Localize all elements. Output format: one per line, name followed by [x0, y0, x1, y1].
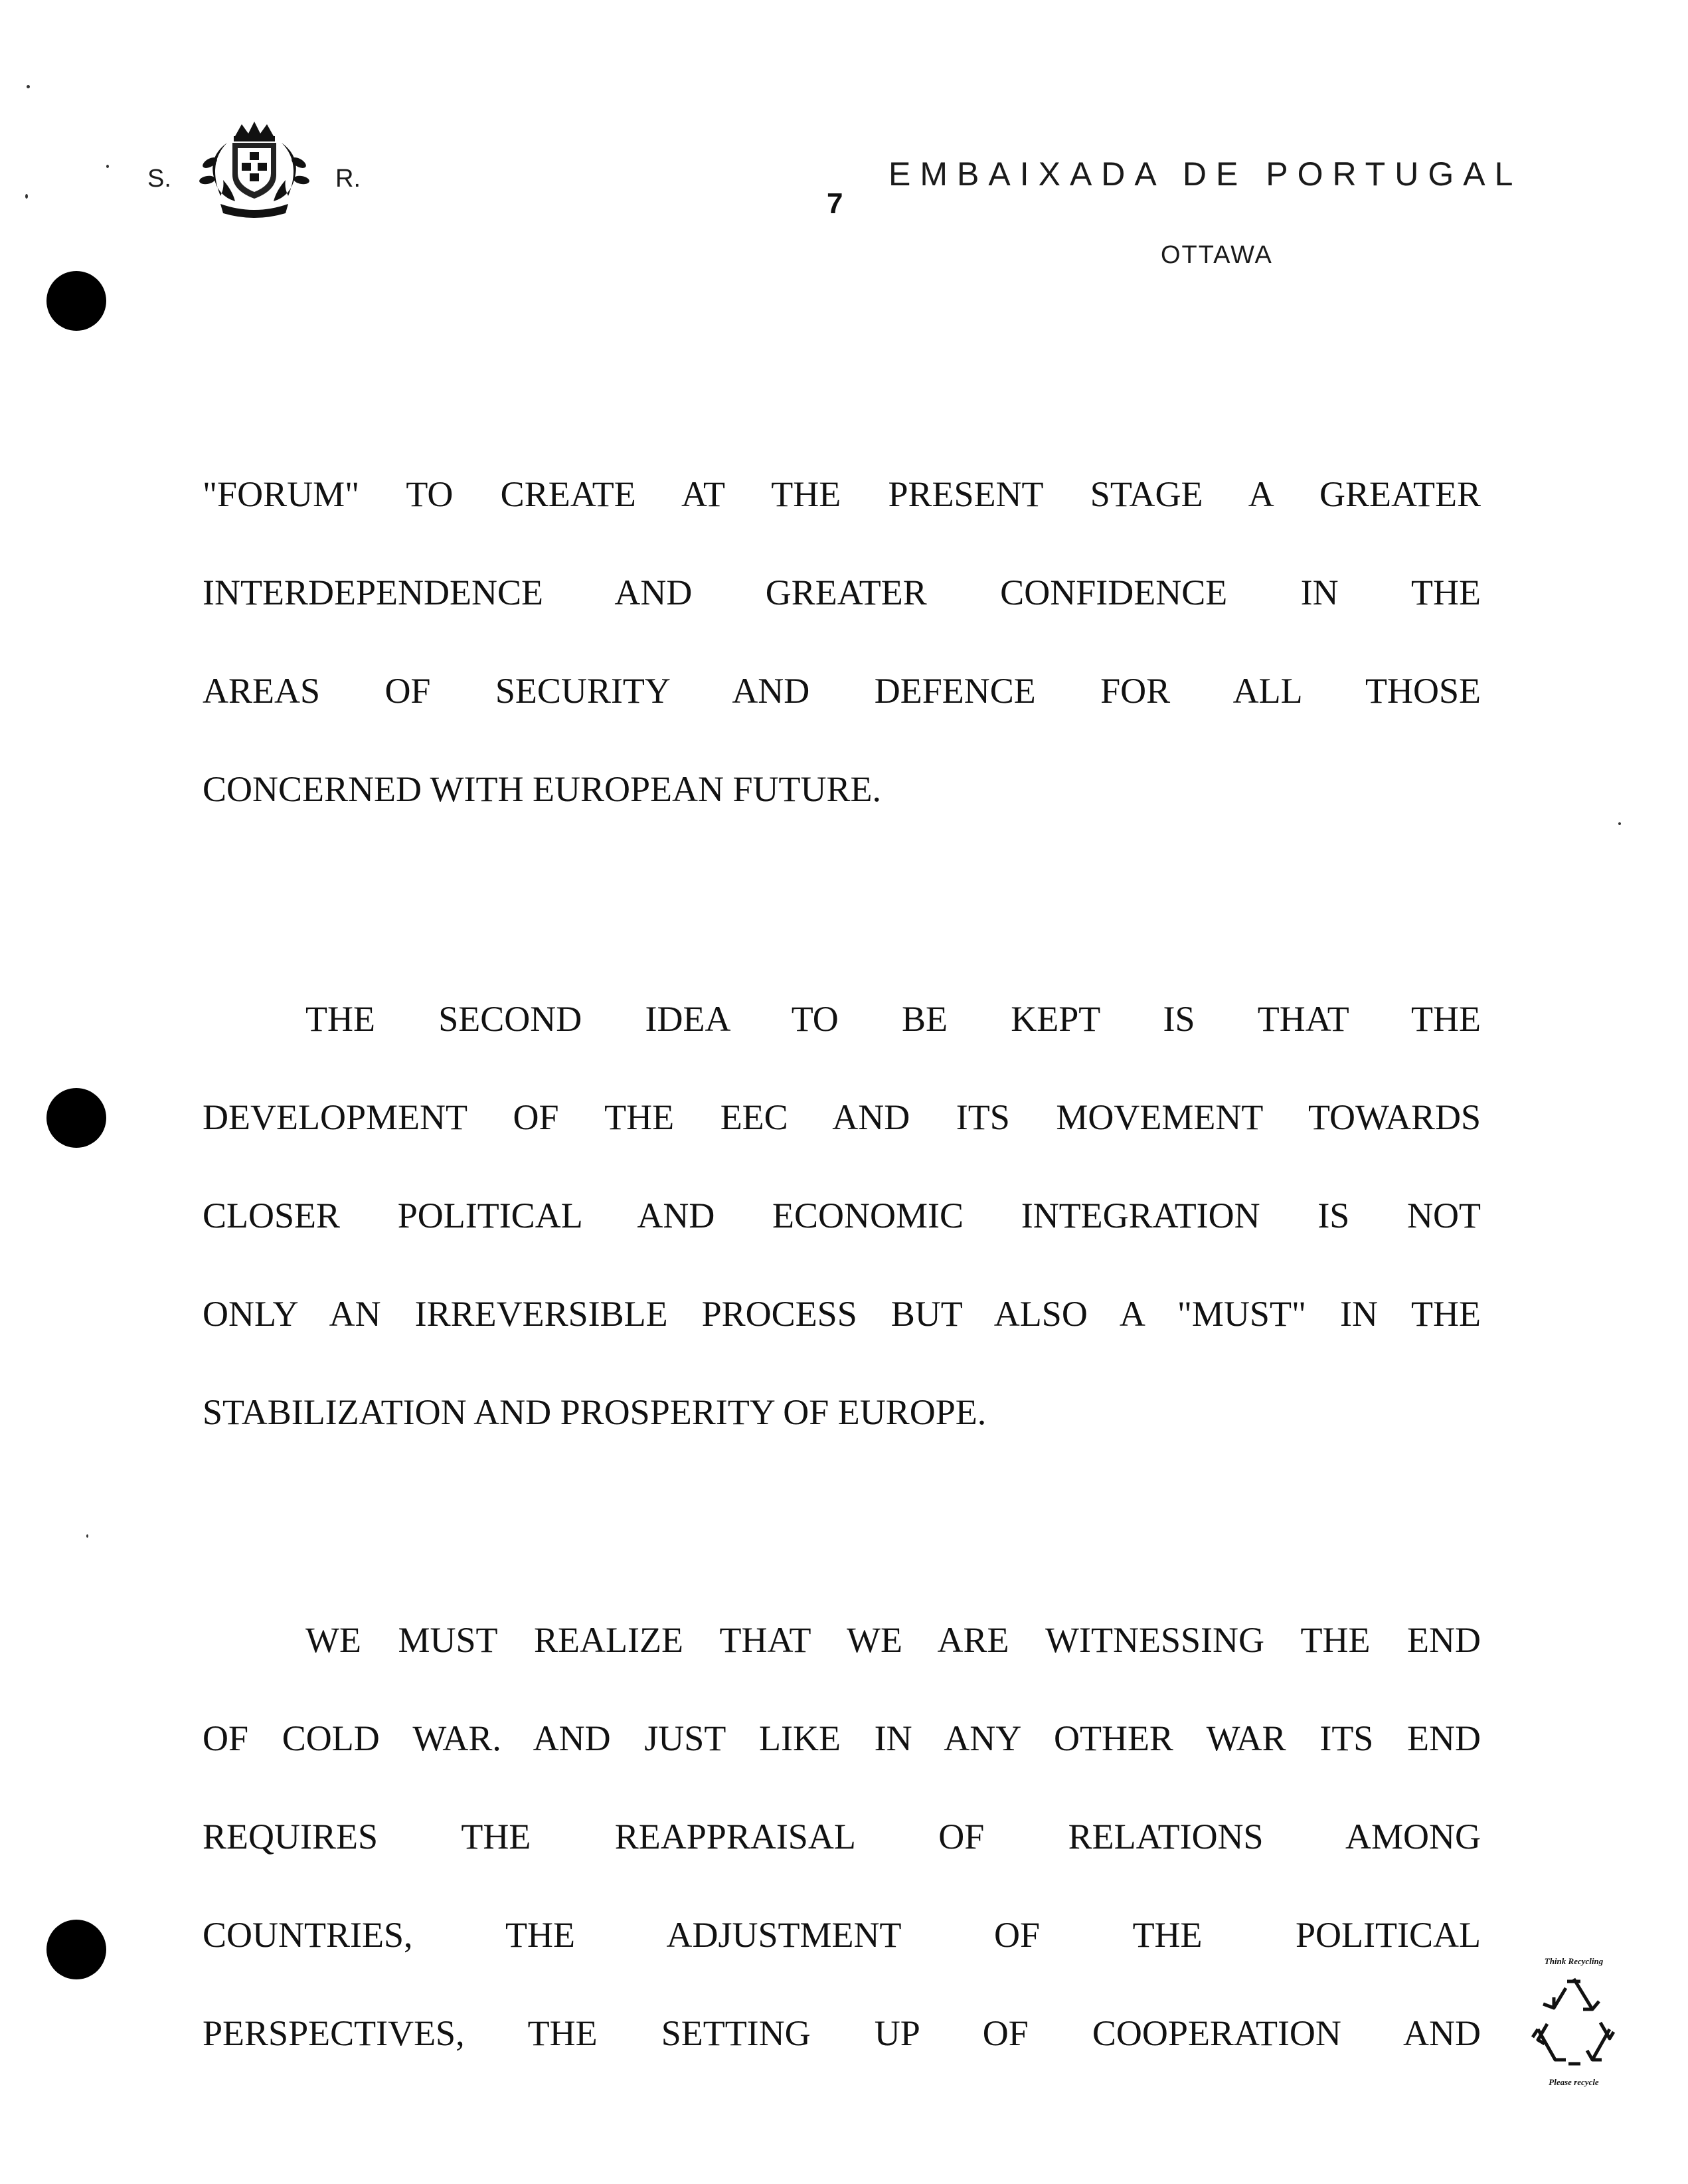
text-line: WE MUST REALIZE THAT WE ARE WITNESSING THE END: [305, 1620, 1481, 1660]
body-paragraph: [203, 445, 1481, 838]
text-line: ONLY AN IRREVERSIBLE PROCESS BUT ALSO A "MUST" IN THE: [203, 1294, 1481, 1334]
text-line: COUNTRIES, THE ADJUSTMENT OF THE POLITICAL: [203, 1915, 1481, 1955]
scan-speck: [106, 165, 109, 168]
text-line: AREAS OF SECURITY AND DEFENCE FOR ALL THOSE: [203, 671, 1481, 711]
recycle-bottom-text: Please recycle: [1549, 2077, 1599, 2087]
body-paragraph: [203, 1591, 1481, 2082]
text-line: CLOSER POLITICAL AND ECONOMIC INTEGRATION IS NOT: [203, 1196, 1481, 1235]
text-line: CONCERNED WITH EUROPEAN FUTURE.: [203, 769, 881, 809]
binder-hole: [46, 271, 106, 331]
page-number: 7: [827, 187, 843, 220]
scan-speck: [86, 1534, 88, 1538]
scan-speck: [1618, 822, 1621, 825]
text-line: "FORUM" TO CREATE AT THE PRESENT STAGE A GREATER: [203, 474, 1481, 514]
text-line: PERSPECTIVES, THE SETTING UP OF COOPERATION AND: [203, 2013, 1481, 2053]
text-line: REQUIRES THE REAPPRAISAL OF RELATIONS AMONG: [203, 1817, 1481, 1857]
coat-of-arms-icon: [194, 116, 315, 223]
text-line: OF COLD WAR. AND JUST LIKE IN ANY OTHER WAR ITS END: [203, 1718, 1481, 1758]
scan-speck: [27, 85, 30, 88]
text-line: THE SECOND IDEA TO BE KEPT IS THAT THE: [305, 999, 1481, 1039]
embassy-name: EMBAIXADA DE PORTUGAL: [888, 155, 1523, 193]
binder-hole: [46, 1088, 106, 1148]
recycle-icon: [1527, 1971, 1620, 2070]
text-line: DEVELOPMENT OF THE EEC AND ITS MOVEMENT TOWARDS: [203, 1097, 1481, 1137]
recycle-mark: [1517, 1956, 1630, 2089]
embassy-city: OTTAWA: [1161, 241, 1273, 269]
text-line: STABILIZATION AND PROSPERITY OF EUROPE.: [203, 1392, 987, 1432]
binder-hole: [46, 1920, 106, 1979]
text-line: INTERDEPENDENCE AND GREATER CONFIDENCE IN THE: [203, 573, 1481, 612]
recycle-top-text: Think Recycling: [1544, 1956, 1604, 1966]
body-paragraph: [203, 970, 1481, 1461]
scan-speck: [25, 194, 28, 199]
letterhead-initial-right: R.: [335, 165, 361, 193]
letterhead-initial-left: S.: [147, 165, 171, 193]
